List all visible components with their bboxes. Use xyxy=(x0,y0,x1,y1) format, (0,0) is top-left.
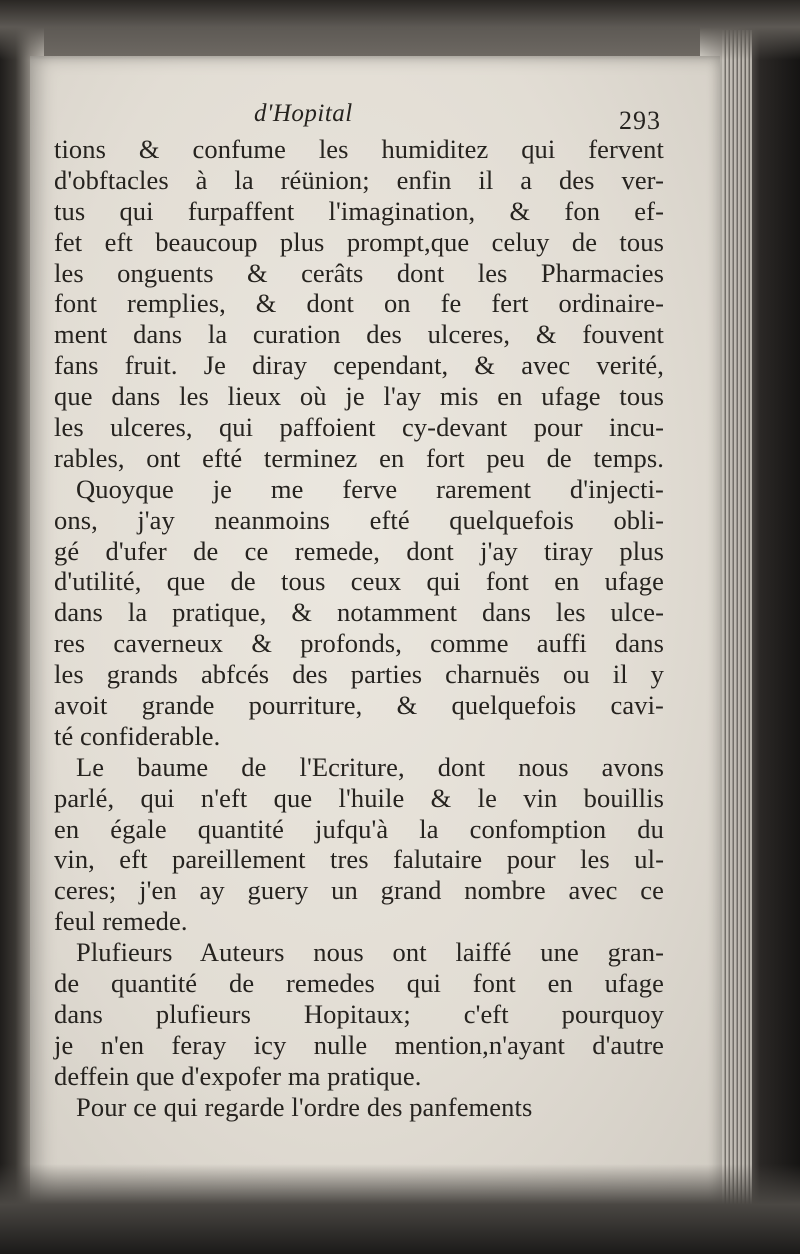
top-shadow xyxy=(0,0,800,60)
body-text xyxy=(54,134,664,1123)
running-head: d'Hopital xyxy=(254,100,353,127)
text-line: ceres; j'en ay guery un grand nombre avec ce xyxy=(54,875,664,906)
text-line: parlé, qui n'eft que l'huile & le vin bouillis xyxy=(54,782,664,813)
text-line: feul remede. xyxy=(54,906,188,937)
text-line: avoit grande pourriture, & quelquefois cavi- xyxy=(54,690,664,721)
text-line: deffein que d'expofer ma pratique. xyxy=(54,1060,422,1091)
text-line: tions & confume les humiditez qui fervent xyxy=(54,134,664,164)
text-line: je n'en feray icy nulle mention,n'ayant d'autre xyxy=(54,1029,664,1060)
text-line: que dans les lieux où je l'ay mis en ufage tous xyxy=(54,381,664,412)
text-line: fet eft beaucoup plus prompt,que celuy de tous xyxy=(54,226,664,257)
text-line: vin, eft pareillement tres falutaire pour les ul- xyxy=(54,844,664,875)
text-line: gé d'ufer de ce remede, dont j'ay tiray plus xyxy=(54,535,664,566)
text-line: les onguents & cerâts dont les Pharmacies xyxy=(54,257,664,288)
text-line: Pour ce qui regarde l'ordre des panfements xyxy=(76,1091,533,1122)
text-line: té confiderable. xyxy=(54,720,221,751)
text-line: rables, ont efté terminez en fort peu de temps. xyxy=(54,442,664,473)
text-line: dans la pratique, & notamment dans les ulce- xyxy=(54,597,664,628)
text-line: Quoyque je me ferve rarement d'injecti- xyxy=(76,473,664,504)
text-line: tus qui furpaffent l'imagination, & fon ef- xyxy=(54,195,664,226)
text-line: de quantité de remedes qui font en ufage xyxy=(54,968,664,999)
page-stack xyxy=(722,30,752,1210)
page-text xyxy=(54,98,664,1123)
text-line: ons, j'ay neanmoins efté quelquefois obli- xyxy=(54,504,664,535)
page-header xyxy=(54,98,664,148)
text-line: Le baume de l'Ecriture, dont nous avons xyxy=(76,751,664,782)
text-line: en égale quantité jufqu'à la confomption du xyxy=(54,813,664,844)
text-line: d'utilité, que de tous ceux qui font en ufage xyxy=(54,566,664,597)
page-number: 293 xyxy=(619,106,661,135)
text-line: res caverneux & profonds, comme auffi dans xyxy=(54,628,664,659)
text-line: fans fruit. Je diray cependant, & avec verité, xyxy=(54,350,664,381)
text-line: les grands abfcés des parties charnuës ou il y xyxy=(54,659,664,690)
bottom-shadow xyxy=(0,1164,800,1254)
text-line: font remplies, & dont on fe fert ordinaire- xyxy=(54,288,664,319)
text-line: ment dans la curation des ulceres, & fouvent xyxy=(54,319,664,350)
text-line: Plufieurs Auteurs nous ont laiffé une gran- xyxy=(76,937,664,968)
text-line: les ulceres, qui paffoient cy-devant pour incu- xyxy=(54,412,664,443)
text-line: d'obftacles à la réünion; enfin il a des ver- xyxy=(54,164,664,195)
text-line: dans plufieurs Hopitaux; c'eft pourquoy xyxy=(54,998,664,1029)
